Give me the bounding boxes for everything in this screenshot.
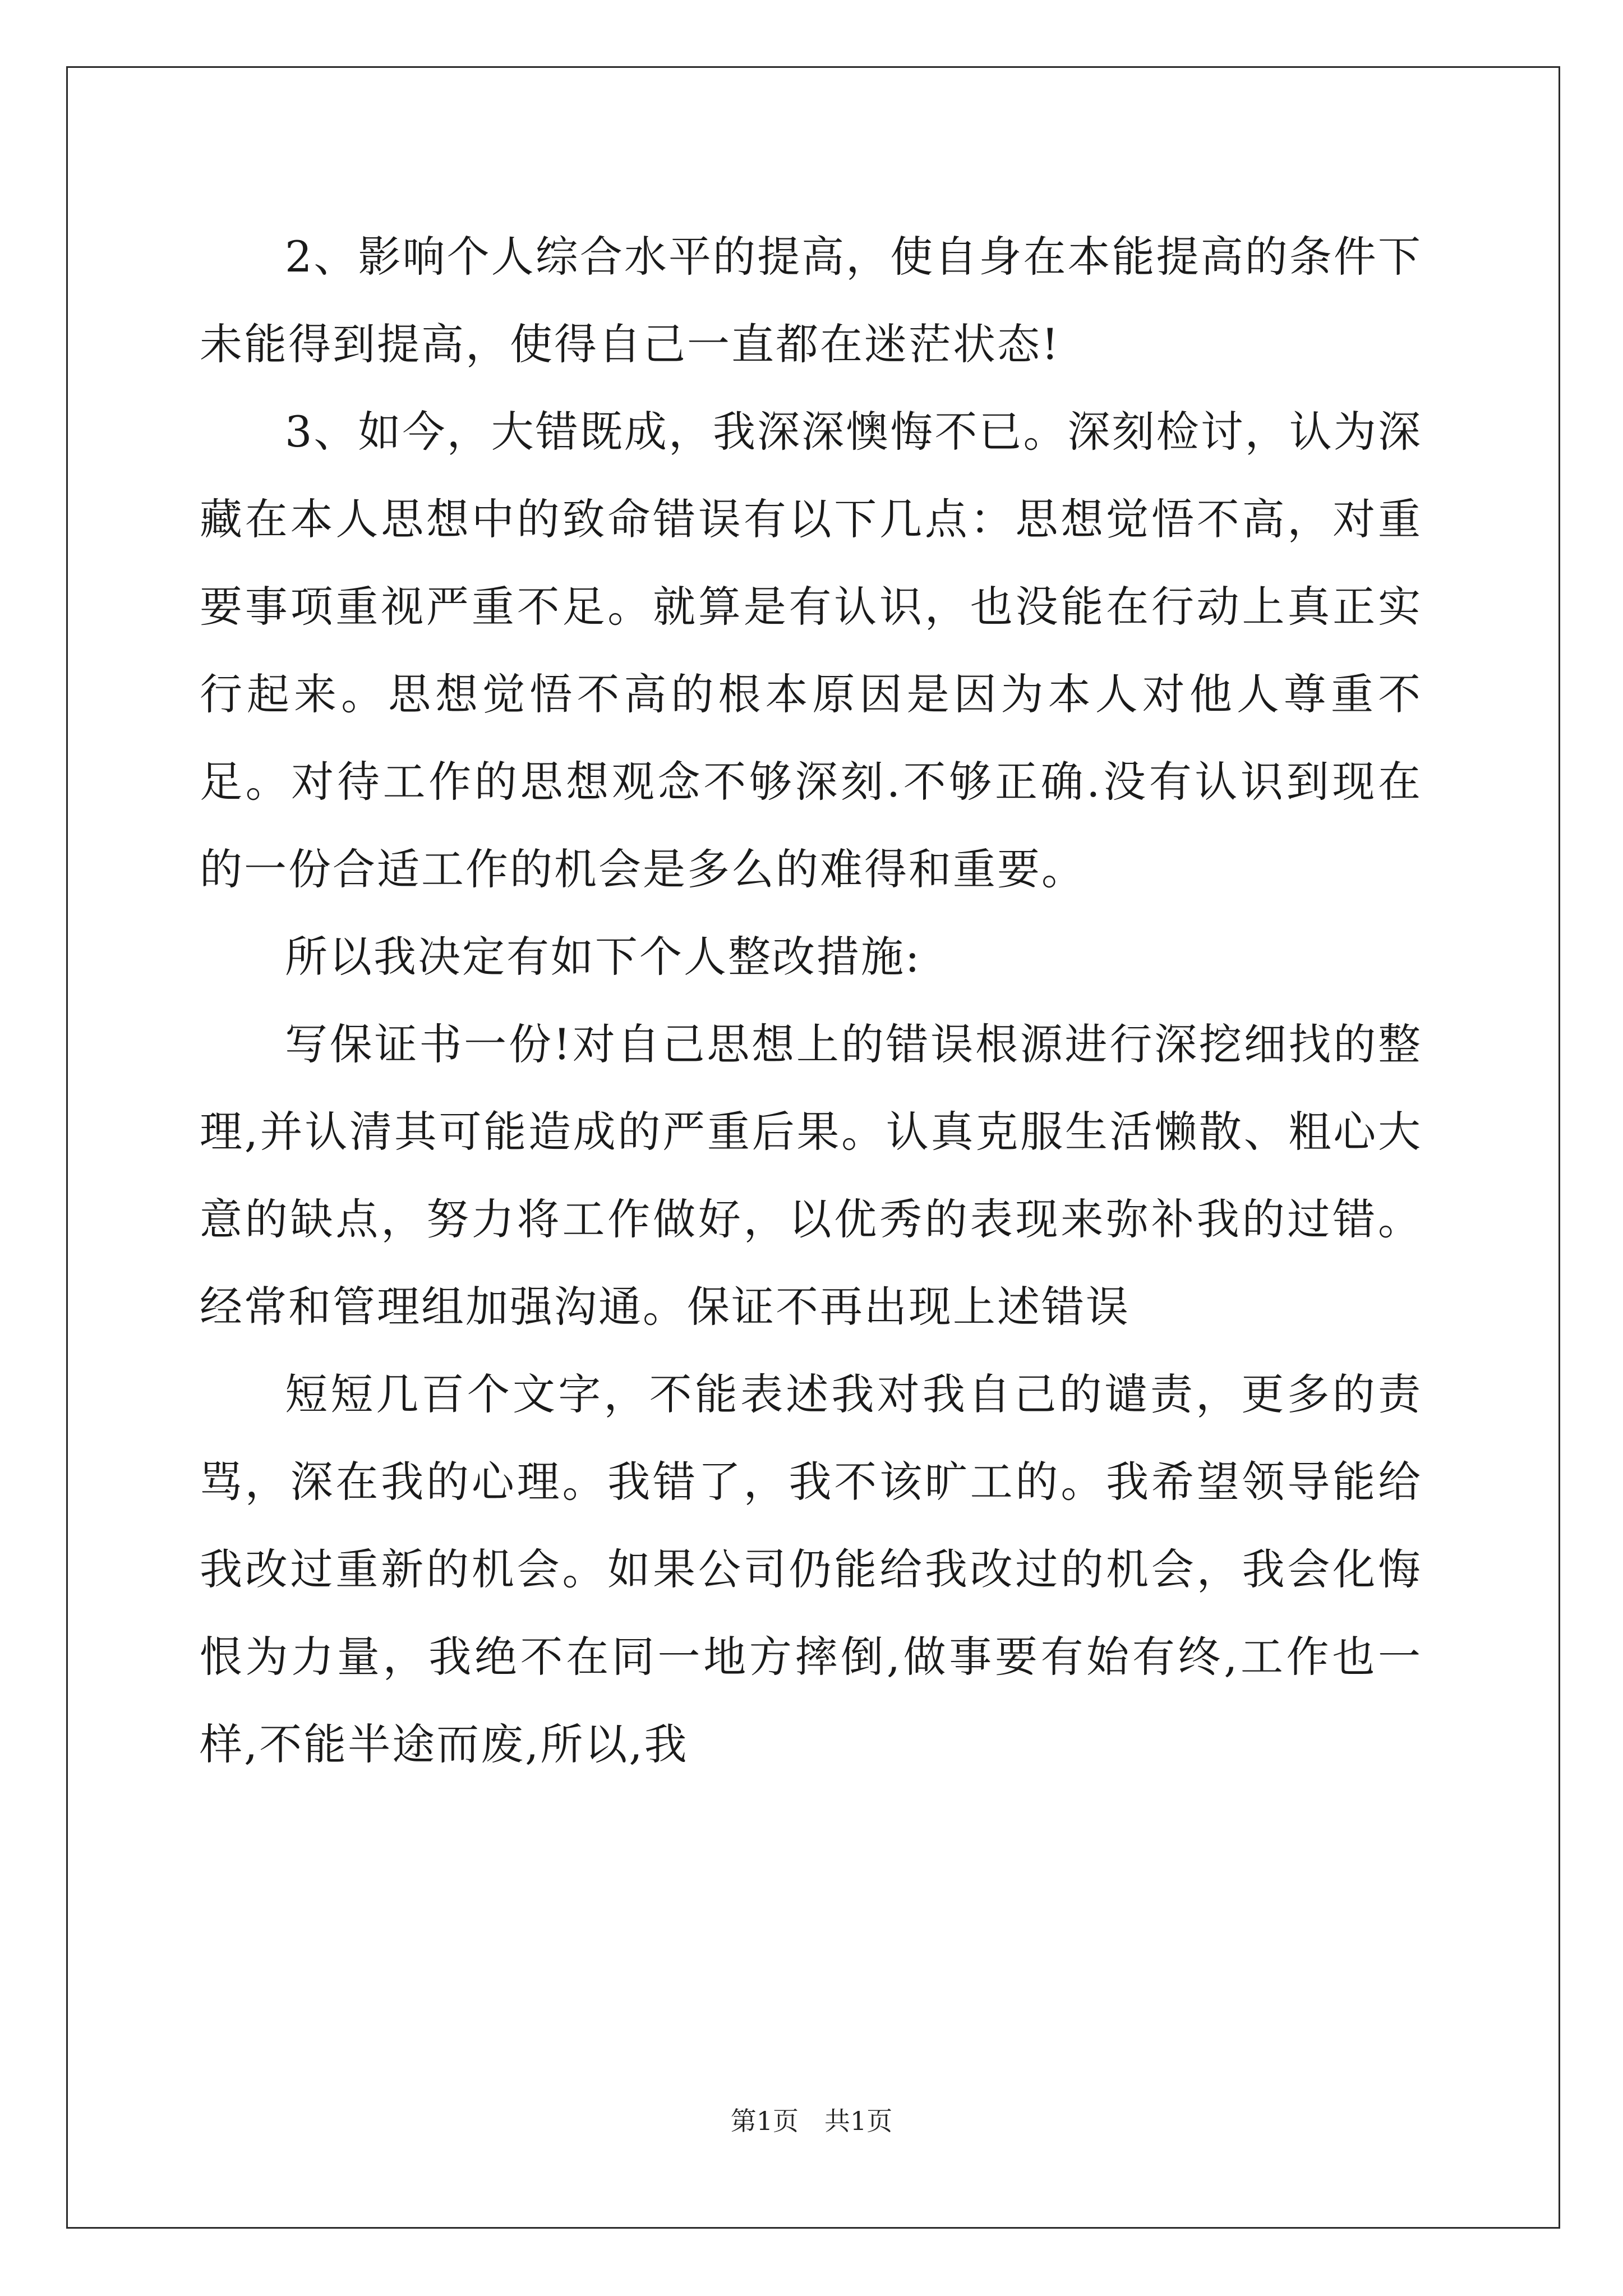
paragraph-3: 所以我决定有如下个人整改措施: (285, 932, 921, 982)
paragraph-4: 写保证书一份!对自己思想上的错误根源进行深挖细找的整理,并认清其可能造成的严重后果。认真克服生活懒散、粗心大意的缺点，努力将工作做好，以优秀的表现来弥补我的过错。经常和管理组加强沟通。保证不再出现上述错误 (200, 1019, 1422, 1332)
paragraph-2: 3、如今，大错既成，我深深懊悔不已。深刻检讨，认为深藏在本人思想中的致命错误有以下几点：思想觉悟不高，对重要事项重视严重不足。就算是有认识，也没能在行动上真正实行起来。思想觉悟不高的根本原因是因为本人对他人尊重不足。对待工作的思想观念不够深刻.不够正确.没有认识到现在的一份合适工作的机会是多么的难得和重要。 (200, 407, 1422, 894)
page-number: 第1页 共1页 (730, 2106, 893, 2136)
paragraph-1: 2、影响个人综合水平的提高，使自身在本能提高的条件下未能得到提高，使得自己一直都在迷茫状态! (200, 232, 1422, 369)
paragraph-5: 短短几百个文字，不能表述我对我自己的谴责，更多的责骂，深在我的心理。我错了，我不该旷工的。我希望领导能给我改过重新的机会。如果公司仍能给我改过的机会，我会化悔恨为力量，我绝不在同一地方摔倒,做事要有始有终,工作也一样,不能半途而废,所以,我 (200, 1369, 1422, 1769)
document-body (200, 213, 1422, 1788)
